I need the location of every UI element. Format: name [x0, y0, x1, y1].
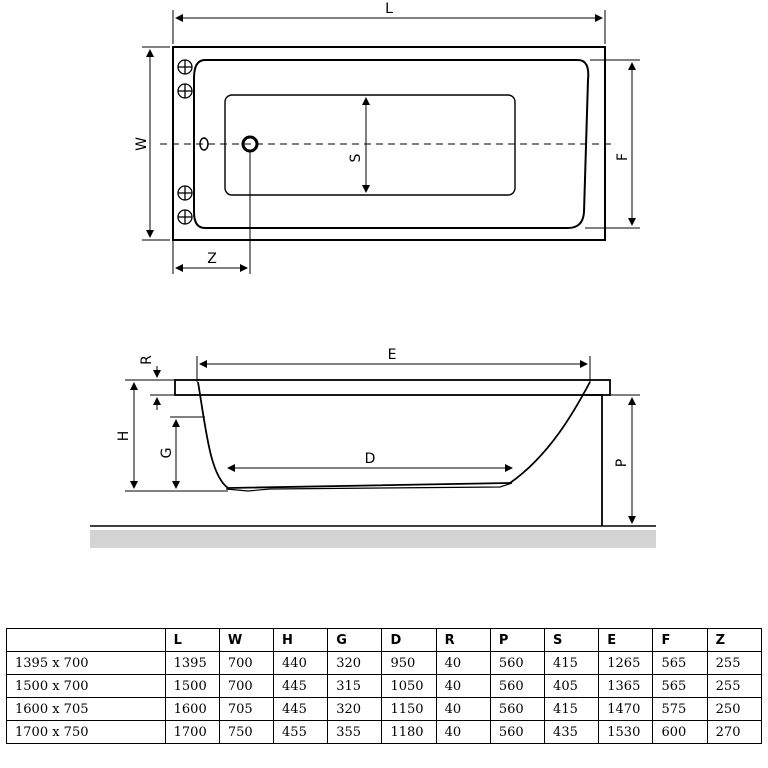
- tub-bowl-side: [198, 382, 590, 488]
- table-cell: 415: [545, 698, 599, 721]
- label-D: D: [364, 451, 376, 467]
- label-F: F: [615, 152, 631, 162]
- table-cell: 575: [653, 698, 707, 721]
- table-cell: 255: [707, 675, 761, 698]
- dimensions-table: [6, 628, 762, 744]
- table-cell: 600: [653, 721, 707, 744]
- table-cell: 435: [545, 721, 599, 744]
- label-Z: Z: [207, 251, 217, 267]
- label-P: P: [614, 458, 630, 468]
- label-R: R: [139, 355, 155, 365]
- table-header-cell: [7, 629, 166, 652]
- table-header-cell: G: [328, 629, 382, 652]
- table-cell: 405: [545, 675, 599, 698]
- table-cell: 750: [219, 721, 273, 744]
- label-W: W: [134, 137, 150, 151]
- table-cell: 1365: [599, 675, 653, 698]
- table-cell: 565: [653, 675, 707, 698]
- table-cell: 1050: [382, 675, 436, 698]
- table-row: [7, 721, 762, 744]
- table-cell: 1150: [382, 698, 436, 721]
- table-row: [7, 675, 762, 698]
- tub-apron-side: [585, 395, 602, 526]
- table-cell: 560: [490, 652, 544, 675]
- label-L: L: [385, 1, 393, 17]
- table-cell: 700: [219, 675, 273, 698]
- tub-rim-side: [175, 380, 610, 395]
- model-size-cell: 1500 x 700: [7, 675, 166, 698]
- table-header-cell: H: [274, 629, 328, 652]
- table-cell: 950: [382, 652, 436, 675]
- table-cell: 315: [328, 675, 382, 698]
- table-header-cell: R: [436, 629, 490, 652]
- table-cell: 40: [436, 698, 490, 721]
- tap-icon: [178, 210, 192, 224]
- model-size-cell: 1395 x 700: [7, 652, 166, 675]
- table-cell: 445: [274, 675, 328, 698]
- table-cell: 320: [328, 652, 382, 675]
- top-view: [142, 10, 640, 274]
- tap-icon: [178, 186, 192, 200]
- table-header-cell: L: [165, 629, 219, 652]
- table-cell: 40: [436, 652, 490, 675]
- tap-icon: [178, 84, 192, 98]
- model-size-cell: 1600 x 705: [7, 698, 166, 721]
- table-cell: 455: [274, 721, 328, 744]
- table-header-cell: F: [653, 629, 707, 652]
- table-cell: 320: [328, 698, 382, 721]
- table-header-cell: P: [490, 629, 544, 652]
- table-header-cell: W: [219, 629, 273, 652]
- table-cell: 255: [707, 652, 761, 675]
- dimension-G: [170, 417, 205, 488]
- label-H: H: [116, 430, 132, 442]
- table-cell: 1180: [382, 721, 436, 744]
- table-row: [7, 652, 762, 675]
- table-header-cell: Z: [707, 629, 761, 652]
- table-cell: 560: [490, 698, 544, 721]
- table-cell: 705: [219, 698, 273, 721]
- table-cell: 1500: [165, 675, 219, 698]
- table-cell: 250: [707, 698, 761, 721]
- table-header-cell: E: [599, 629, 653, 652]
- label-S: S: [348, 153, 364, 163]
- label-E: E: [387, 347, 397, 363]
- floor-shadow: [90, 530, 656, 548]
- table-cell: 1470: [599, 698, 653, 721]
- table-cell: 1395: [165, 652, 219, 675]
- table-header-row: [7, 629, 762, 652]
- table-cell: 560: [490, 721, 544, 744]
- tub-floor-outline: [225, 95, 515, 195]
- table-header-cell: D: [382, 629, 436, 652]
- table-cell: 1600: [165, 698, 219, 721]
- table-cell: 40: [436, 675, 490, 698]
- table-cell: 415: [545, 652, 599, 675]
- table-row: [7, 698, 762, 721]
- table-cell: 560: [490, 675, 544, 698]
- model-size-cell: 1700 x 750: [7, 721, 166, 744]
- table-header-cell: S: [545, 629, 599, 652]
- table-cell: 445: [274, 698, 328, 721]
- table-cell: 355: [328, 721, 382, 744]
- table-cell: 1265: [599, 652, 653, 675]
- label-G: G: [159, 447, 175, 459]
- dimension-R: [150, 366, 175, 410]
- table-cell: 440: [274, 652, 328, 675]
- table-cell: 40: [436, 721, 490, 744]
- table-cell: 270: [707, 721, 761, 744]
- table-cell: 1530: [599, 721, 653, 744]
- tap-icon: [178, 60, 192, 74]
- table-cell: 565: [653, 652, 707, 675]
- table-cell: 1700: [165, 721, 219, 744]
- table-cell: 700: [219, 652, 273, 675]
